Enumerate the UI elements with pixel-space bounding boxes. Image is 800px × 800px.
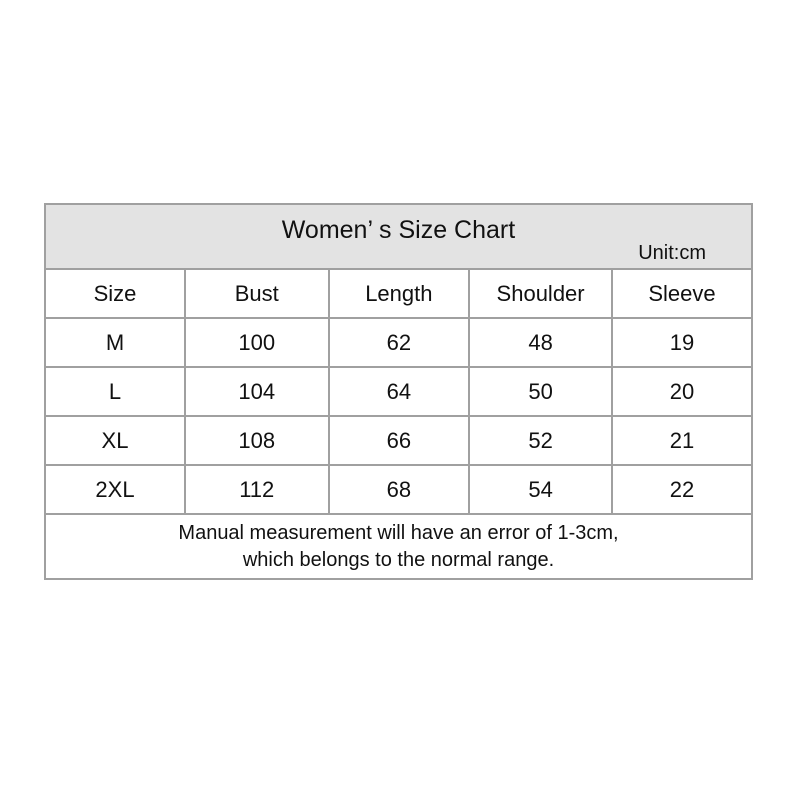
length-value: 64: [329, 367, 470, 416]
size-value: M: [45, 318, 185, 367]
bust-value: 112: [185, 465, 329, 514]
table-row-m: [45, 318, 752, 367]
column-header-row: [45, 269, 752, 318]
sleeve-value: 19: [612, 318, 752, 367]
table-row-xl: [45, 416, 752, 465]
note-line-2: which belongs to the normal range.: [242, 548, 555, 571]
length-value: 62: [329, 318, 470, 367]
column-header-sleeve: Sleeve: [612, 269, 752, 318]
size-value: L: [45, 367, 185, 416]
note-row: [45, 514, 752, 579]
shoulder-value: 54: [469, 465, 612, 514]
size-value: 2XL: [45, 465, 185, 514]
column-header-bust: Bust: [185, 269, 329, 318]
bust-value: 108: [185, 416, 329, 465]
shoulder-value: 52: [469, 416, 612, 465]
table-row-2xl: [45, 465, 752, 514]
title-row: [45, 204, 752, 269]
column-header-size: Size: [45, 269, 185, 318]
sleeve-value: 22: [612, 465, 752, 514]
size-chart-table: [44, 203, 753, 580]
size-value: XL: [45, 416, 185, 465]
bust-value: 104: [185, 367, 329, 416]
sleeve-value: 21: [612, 416, 752, 465]
column-header-length: Length: [329, 269, 470, 318]
note-line-1: Manual measurement will have an error of 1-3cm,: [178, 521, 619, 544]
length-value: 68: [329, 465, 470, 514]
table-row-l: [45, 367, 752, 416]
sleeve-value: 20: [612, 367, 752, 416]
length-value: 66: [329, 416, 470, 465]
title-cell: [45, 204, 752, 269]
column-header-shoulder: Shoulder: [469, 269, 612, 318]
note-cell: [45, 514, 752, 579]
bust-value: 100: [185, 318, 329, 367]
shoulder-value: 48: [469, 318, 612, 367]
shoulder-value: 50: [469, 367, 612, 416]
unit-label: Unit:cm: [638, 242, 706, 264]
table-title: Women’ s Size Chart: [281, 216, 516, 244]
